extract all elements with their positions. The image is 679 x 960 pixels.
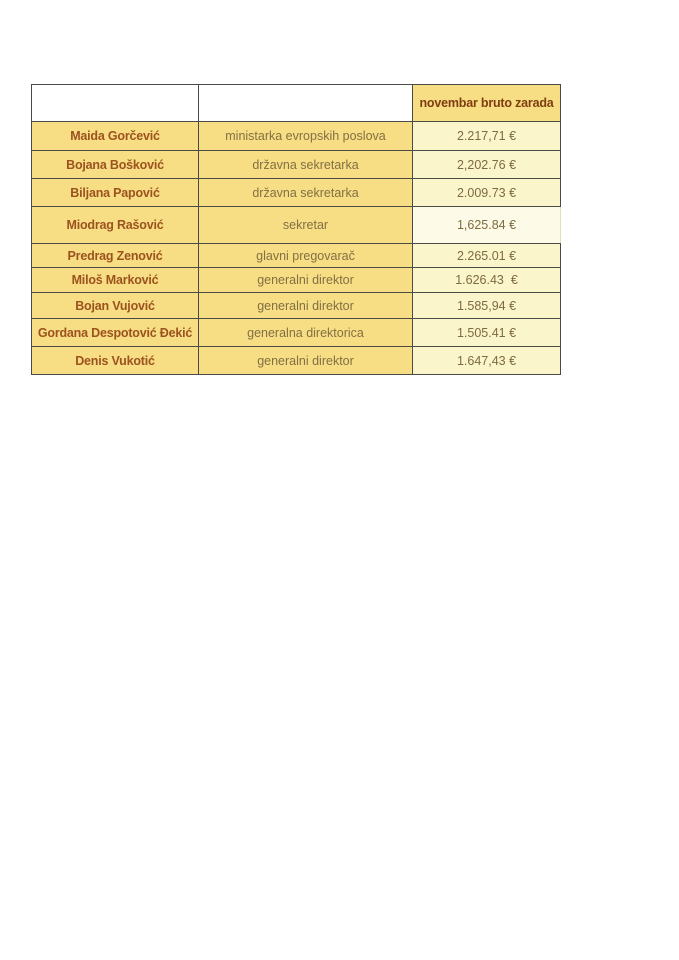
table-row (32, 244, 561, 268)
salary-cell: 1.626.43 € (413, 268, 561, 293)
position-cell: generalni direktor (199, 268, 413, 293)
employee-name-cell: Maida Gorčević (32, 122, 199, 151)
empty-header-cell-position (199, 85, 413, 122)
employee-name-cell: Bojan Vujović (32, 293, 199, 319)
position-cell: generalni direktor (199, 347, 413, 375)
position-cell: ministarka evropskih poslova (199, 122, 413, 151)
salary-cell: 2,202.76 € (413, 151, 561, 179)
employee-name-cell: Miloš Marković (32, 268, 199, 293)
empty-header-cell-name (32, 85, 199, 122)
table-row (32, 268, 561, 293)
header-row (32, 85, 561, 122)
table-row (32, 122, 561, 151)
employee-name-cell: Biljana Papović (32, 179, 199, 207)
salary-cell: 1.647,43 € (413, 347, 561, 375)
employee-name-cell: Miodrag Rašović (32, 207, 199, 244)
salary-cell: 1.505.41 € (413, 319, 561, 347)
position-cell: državna sekretarka (199, 151, 413, 179)
salary-cell: 2.265.01 € (413, 244, 561, 268)
employee-name-cell: Denis Vukotić (32, 347, 199, 375)
salary-cell: 2.217,71 € (413, 122, 561, 151)
table-row (32, 347, 561, 375)
salary-column-header: novembar bruto zarada (413, 85, 561, 122)
table-row (32, 293, 561, 319)
table-row (32, 179, 561, 207)
position-cell: sekretar (199, 207, 413, 244)
position-cell: generalni direktor (199, 293, 413, 319)
salary-cell: 1,625.84 € (413, 207, 561, 244)
table-row (32, 319, 561, 347)
employee-name-cell: Bojana Bošković (32, 151, 199, 179)
salary-sheet (31, 84, 561, 375)
table-row (32, 151, 561, 179)
employee-name-cell: Gordana Despotović Đekić (32, 319, 199, 347)
employee-name-cell: Predrag Zenović (32, 244, 199, 268)
salary-cell: 2.009.73 € (413, 179, 561, 207)
position-cell: generalna direktorica (199, 319, 413, 347)
salary-cell: 1.585,94 € (413, 293, 561, 319)
position-cell: državna sekretarka (199, 179, 413, 207)
table-row (32, 207, 561, 244)
position-cell: glavni pregovarač (199, 244, 413, 268)
salary-table (31, 84, 561, 375)
